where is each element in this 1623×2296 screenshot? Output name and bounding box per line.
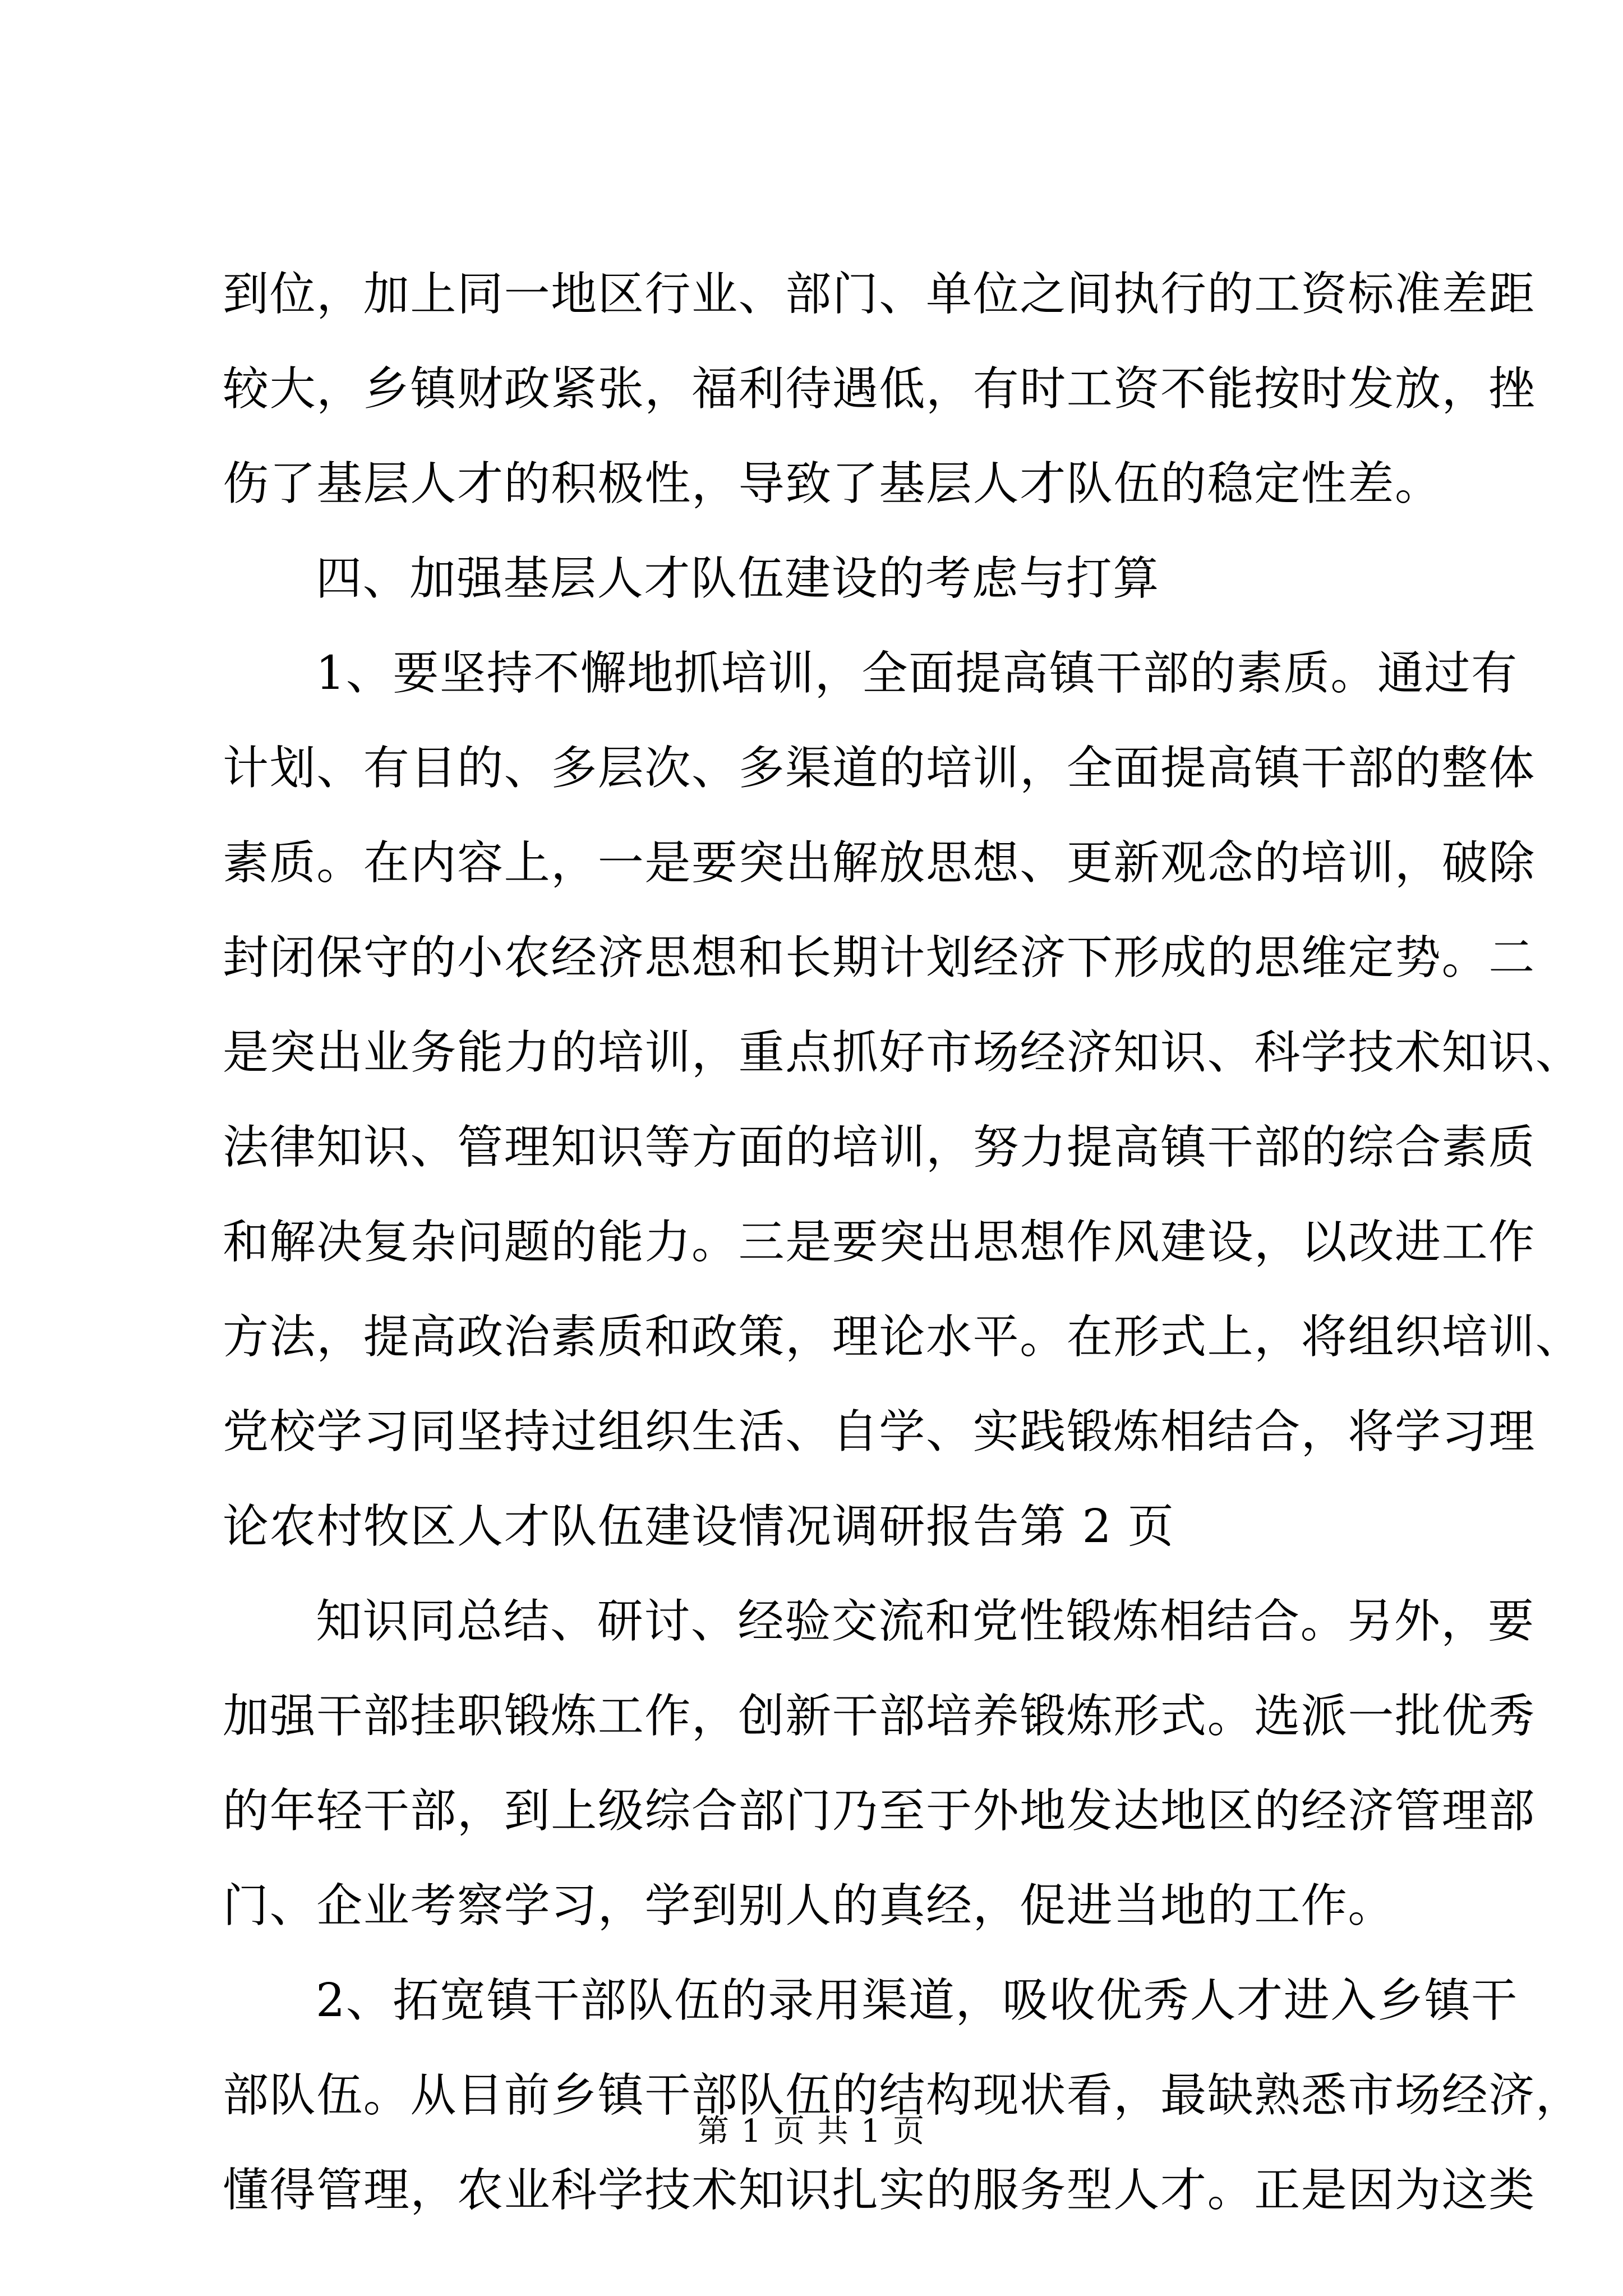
text-line: 方法，提高政治素质和政策，理论水平。在形式上，将组织培训、 <box>223 1310 1583 1364</box>
text-line: 懂得管理，农业科学技术知识扎实的服务型人才。正是因为这类 <box>223 2164 1536 2217</box>
text-line: 的年轻干部，到上级综合部门乃至于外地发达地区的经济管理部 <box>223 1784 1536 1838</box>
text-line: 1、要坚持不懈地抓培训，全面提高镇干部的素质。通过有 <box>316 647 1518 700</box>
text-line: 和解决复杂问题的能力。三是要突出思想作风建设，以改进工作 <box>223 1216 1536 1269</box>
text-line: 知识同总结、研讨、经验交流和党性锻炼相结合。另外，要 <box>316 1595 1535 1648</box>
text-line: 封闭保守的小农经济思想和长期计划经济下形成的思维定势。二 <box>223 931 1536 984</box>
text-line: 党校学习同坚持过组织生活、自学、实践锻炼相结合，将学习理 <box>223 1405 1536 1458</box>
text-line: 门、企业考察学习，学到别人的真经，促进当地的工作。 <box>223 1879 1395 1932</box>
text-line: 伤了基层人才的积极性，导致了基层人才队伍的稳定性差。 <box>223 457 1442 510</box>
text-line: 加强干部挂职锻炼工作，创新干部培养锻炼形式。选派一批优秀 <box>223 1690 1536 1743</box>
text-line: 部队伍。从目前乡镇干部队伍的结构现状看，最缺熟悉市场经济， <box>223 2069 1583 2122</box>
section-heading: 四、加强基层人才队伍建设的考虑与打算 <box>316 552 1160 605</box>
document-body <box>223 247 1583 2238</box>
text-line: 素质。在内容上，一是要突出解放思想、更新观念的培训，破除 <box>223 836 1536 890</box>
text-line: 到位，加上同一地区行业、部门、单位之间执行的工资标准差距 <box>223 268 1536 321</box>
text-line: 法律知识、管理知识等方面的培训，努力提高镇干部的综合素质 <box>223 1121 1536 1174</box>
text-line: 是突出业务能力的培训，重点抓好市场经济知识、科学技术知识、 <box>223 1026 1583 1079</box>
text-line: 论农村牧区人才队伍建设情况调研报告第 2 页 <box>223 1500 1175 1553</box>
text-line: 较大，乡镇财政紧张，福利待遇低，有时工资不能按时发放，挫 <box>223 362 1536 416</box>
text-line: 2、拓宽镇干部队伍的录用渠道，吸收优秀人才进入乡镇干 <box>316 1974 1518 2027</box>
text-line: 计划、有目的、多层次、多渠道的培训，全面提高镇干部的整体 <box>223 742 1536 795</box>
page-footer: 第 1 页 共 1 页 <box>697 2113 926 2150</box>
